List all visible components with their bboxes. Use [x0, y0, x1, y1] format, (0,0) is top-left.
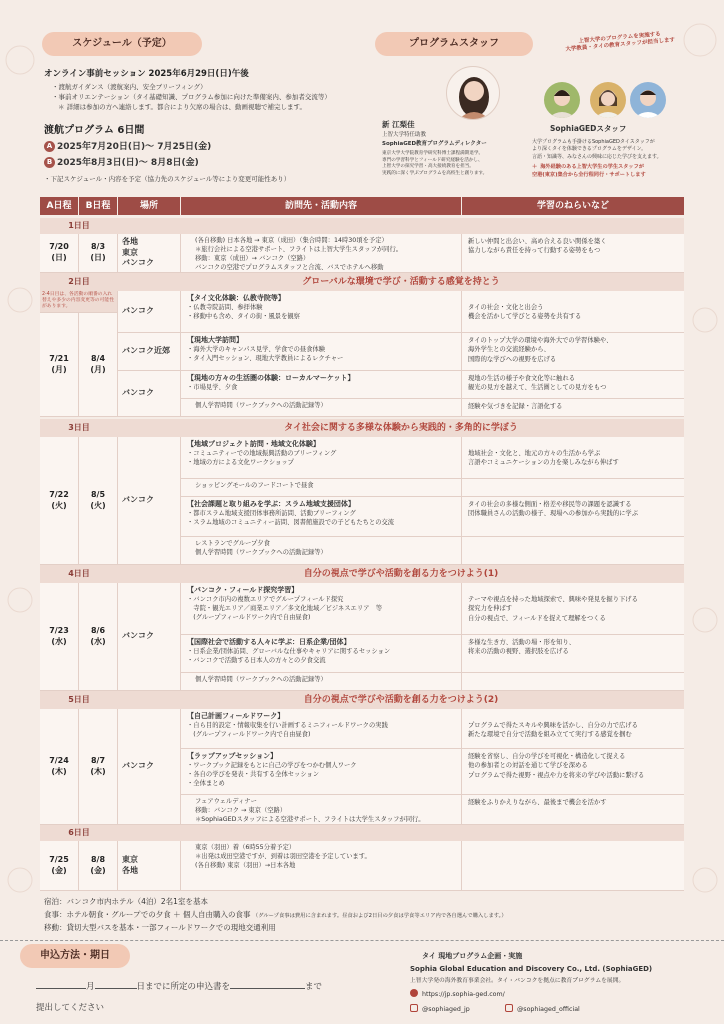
instagram-icon: [505, 1004, 513, 1012]
date-b: 8/4 (月): [79, 313, 118, 417]
day-label: 6日目: [68, 828, 90, 837]
online-item-2: ・事前オリエンテーション（タイ基礎知識、プログラム参加に向けた準備案内、参加者交流等）: [52, 93, 331, 101]
activity-title: 【地域プロジェクト訪問・地域文化体験】: [187, 440, 320, 448]
activity-title: 【タイ文化体験：仏教寺院等】: [187, 294, 285, 302]
activity-cell: [181, 583, 462, 635]
day-band: [40, 691, 684, 709]
instagram-icon: [410, 1004, 418, 1012]
activity-lines: ・ワークブック記録をもとに自己の学びをつかむ個人ワーク ・各自の学びを発表・共有する全体セッション ・全体まとめ: [187, 761, 357, 787]
ged-staff-extra: ＋ 海外経験のある上智大学生の学生スタッフが 空港(東京)集合から全行程同行・サポートします: [532, 164, 646, 178]
table-header: [40, 197, 684, 215]
instagram-link-2[interactable]: @sophiaged_official: [505, 1004, 580, 1015]
transport-info: 移動：貸切大型バスを基本・一部フィールドワークでの現地交通利用: [44, 923, 276, 932]
goal-cell: [462, 673, 684, 691]
day-theme: タイ社会に関する多様な体験から実践的・多角的に学ぼう: [284, 423, 518, 433]
activity-title: 【バンコク・フィールド探究学習】: [187, 586, 299, 594]
globe-icon: [410, 989, 418, 997]
date-a: 7/20 (日): [40, 234, 79, 273]
date-a: 7/22 (火): [40, 437, 79, 565]
goal-cell: プログラムで得たスキルや興味を活かし、自分の力で広げる 新たな環境で自分で活動を組み立てて実行する感覚を掴む: [462, 709, 684, 749]
activity-lines: ・バンコク市内の複数エリアでグループフィールド探究 寺院・観光エリア／商業エリア／多文化地域／ビジネスエリア 等 (グループフィールドワーク内で自由昼食): [187, 595, 383, 621]
instagram-link-1[interactable]: @sophiaged_jp: [410, 1004, 470, 1015]
activity-lines: ・自ら目的設定・情報収集を行い計画するミニフィールドワークの実践 (グループフィールドワーク内で自由昼食): [187, 721, 388, 738]
date-a: 7/21 (月): [40, 313, 79, 417]
online-session-title: オンライン事前セッション 2025年6月29日(日)午後: [44, 69, 249, 79]
apply-heading: 申込方法・期日: [20, 944, 130, 968]
goal-cell: 経験や気づきを記録・言語化する: [462, 399, 684, 417]
activity-cell: [181, 673, 462, 691]
session-b: B 2025年8月3日(日)〜 8月8日(金): [44, 157, 199, 169]
date-b: 8/7 (木): [79, 709, 118, 825]
day-band: [40, 218, 684, 234]
staff-avatar-1: [544, 82, 580, 118]
goal-cell: 経験を省察し、自分の学びを可視化・構造化して捉える 他の参加者との対話を通じて学びを深める プログラムで得た視野・視点や力を将来の学びや活動に繋げる: [462, 749, 684, 795]
place-cell: 東京 各地: [118, 841, 181, 891]
apply-line-2: 提出してください: [36, 1003, 105, 1013]
goal-cell: タイのトップ大学の環境や海外大での学習体験や、 海外学生との交流経験から、 国際的な学びへの視野を広げる: [462, 333, 684, 371]
day-band: [40, 565, 684, 583]
place-cell: バンコク近郊: [118, 333, 181, 371]
day-theme: 自分の視点で学びや活動を創る力をつけよう(2): [303, 695, 499, 705]
director-role1: 上智大学特任助教: [382, 132, 427, 138]
org-label: タイ 現地プログラム企画・実施: [422, 952, 523, 960]
staff-heading: プログラムスタッフ: [375, 32, 533, 56]
goal-cell: [462, 841, 684, 891]
activity-lines: ・コミュニティーでの地域振興活動のブリーフィング ・地域の方による文化ワークショップ: [187, 449, 337, 466]
activity-lines: ・日系企業/団体訪問、グローバルな仕事やキャリアに関するセッション ・バンコクで活動する日本人の方々との夕食交流: [187, 647, 391, 664]
session-a: A 2025年7月20日(日)〜 7月25日(金): [44, 141, 211, 153]
place-cell: バンコク: [118, 709, 181, 825]
activity-cell: [181, 497, 462, 537]
day-label: 1日目: [68, 221, 90, 230]
website-link[interactable]: https://jp.sophia-ged.com/: [410, 989, 505, 1000]
activity-cell: [181, 371, 462, 399]
activity-lines: (各自移動) 日本各地 → 東京（成田）（集合時間：14時30頃を予定） ＊旅行会社による空港サポート、フライトは上智大学生スタッフが同行。 移動：東京（成田）→ バンコク（空路） バンコクの空港でプログラムスタッフと合流、バスでホテルへ移動: [195, 237, 403, 271]
activity-lines: フェアウェルディナー 移動：バンコク → 東京（空路） ＊SophiaGEDスタッフによる空港サポート、フライトは大学生スタッフが同行。: [195, 798, 425, 823]
goal-cell: 新しい仲間と出会い、高め合える良い関係を築く 協力しながら責任を持って行動する姿勢をもつ: [462, 234, 684, 273]
staff-avatar-3: [630, 82, 666, 118]
activity-cell: [181, 709, 462, 749]
date-b: 8/3 (日): [79, 234, 118, 273]
activity-cell: [181, 399, 462, 417]
apply-line-1: 月 日までに所定の申込書を まで: [36, 982, 322, 993]
header-activity: 訪問先・活動内容: [181, 197, 462, 215]
day-note: 2-4日目は、各活動の順番の入れ替えや多少の内容変更等の可能性があります。: [40, 291, 118, 313]
org-desc: 上智大学発の海外教育事業会社。タイ・バンコクを拠点に教育プログラムを展開。: [410, 978, 625, 984]
activity-cell: [181, 749, 462, 795]
online-item-1: ・渡航ガイダンス（渡航案内、安全ブリーフィング）: [52, 83, 207, 91]
activity-lines: ・仏教寺院訪問、参拝体験 ・移動中も含め、タイの街・風景を観察: [187, 303, 300, 320]
activity-cell: [181, 291, 462, 333]
activity-title: 【国際社会で活動する人々に学ぶ：日系企業/団体】: [187, 638, 351, 646]
place-cell: バンコク: [118, 583, 181, 691]
day-label: 2日目: [68, 277, 90, 286]
header-place: 場所: [118, 197, 181, 215]
place-cell: バンコク: [118, 291, 181, 333]
date-a: 7/23 (水): [40, 583, 79, 691]
place-cell: バンコク: [118, 437, 181, 565]
date-a: 7/24 (木): [40, 709, 79, 825]
program-title: 渡航プログラム 6日間: [44, 125, 145, 136]
activity-cell: [181, 234, 462, 273]
date-b: 8/8 (金): [79, 841, 118, 891]
meals-info: 食事：ホテル朝食・グループでの夕食 ＋ 個人自由購入の食事 （グループ食事は費用に含まれます。昼食および2日目の夕食は学食等エリア内で各自選んで購入します。）: [44, 910, 507, 919]
day-band: [40, 825, 684, 841]
director-name: 新 江梨佳: [382, 120, 415, 129]
program-note: ・下記スケジュール・内容を予定（協力先のスケジュール等により変更可能性あり）: [44, 175, 291, 183]
day-band: [40, 419, 684, 437]
date-b: 8/6 (水): [79, 583, 118, 691]
staff-avatar-2: [590, 82, 626, 118]
org-name: Sophia Global Education and Discovery Co., Ltd. (SophiaGED): [410, 965, 653, 973]
day-label: 4日目: [68, 569, 90, 578]
date-b: 8/5 (火): [79, 437, 118, 565]
activity-lines: レストランでグループ夕食 個人学習時間（ワークブックへの活動記録等）: [195, 540, 327, 556]
activity-title: 【ラップアップセッション】: [187, 752, 278, 760]
activity-cell: [181, 479, 462, 497]
day-label: 5日目: [68, 695, 90, 704]
goal-cell: 現地の生活の様子や食文化等に触れる 観光の見方を越えて、生活圏としての見方をもつ: [462, 371, 684, 399]
staff-callout: 上智大学のプログラムを実施する 大学教員・タイの教育スタッフが担当します: [565, 31, 676, 54]
activity-title: 【自己計画フィールドワーク】: [187, 712, 285, 720]
day-theme: グローバルな環境で学び・活動する感覚を持とう: [302, 277, 500, 287]
director-role2: SophiaGED教育プログラムディレクター: [382, 141, 487, 147]
activity-lines: ・都市スラム地域支援団体事務所訪問、活動ブリーフィング ・スラム地域のコミュニティー訪問、図書館施設での子どもたちとの交流: [187, 509, 395, 526]
goal-cell: [462, 479, 684, 497]
goal-cell: タイの社会・文化と出会う 機会を活かして学びとる姿勢を共有する: [462, 291, 684, 333]
date-a: 7/25 (金): [40, 841, 79, 891]
activity-cell: [181, 537, 462, 565]
header-goal: 学習のねらいなど: [536, 201, 609, 211]
schedule-heading: スケジュール（予定）: [42, 32, 202, 56]
activity-cell: [181, 795, 462, 825]
activity-title: 【社会課題と取り組みを学ぶ：スラム地域支援団体】: [187, 500, 355, 508]
activity-lines: 東京（羽田）着（6時55分着予定） ＊出発は成田空港ですが、到着は羽田空港を予定しています。 (各自移動) 東京（羽田）→日本各地: [195, 844, 371, 869]
lodging-info: 宿泊：バンコク市内ホテル（4泊）2名1室を基本: [44, 897, 208, 906]
activity-title: 【現地の方々の生活圏の体験：ローカルマーケット】: [187, 374, 355, 382]
activity-lines: 個人学習時間（ワークブックへの活動記録等）: [195, 402, 327, 409]
activity-cell: [181, 841, 462, 891]
day-theme: 自分の視点で学びや活動を創る力をつけよう(1): [303, 569, 499, 579]
activity-cell: [181, 635, 462, 673]
day-label: 3日目: [68, 423, 90, 432]
activity-cell: [181, 333, 462, 371]
goal-cell: [462, 537, 684, 565]
goal-cell: タイの社会の多様な側面・格差や移民等の課題を認識する 団体職員さんの活動の様子、現場への参加から実践的に学ぶ: [462, 497, 684, 537]
place-cell: バンコク: [118, 371, 181, 417]
director-avatar: [446, 66, 500, 120]
activity-lines: ショッピングモールのフードコートで昼食: [195, 482, 314, 489]
day-band: [40, 273, 684, 291]
activity-title: 【現地大学訪問】: [187, 336, 243, 344]
apply-month-blank[interactable]: [36, 988, 86, 989]
activity-lines: ・海外大学のキャンパス見学、学食での昼食体験 ・タイ入門セッション、現地大学教員によるレクチャー: [187, 345, 344, 362]
header-b-date: B日程: [79, 197, 118, 215]
ged-staff-desc: 大学プログラムも手掛けるSophiaGEDタイスタッフが より深くタイを体験できるプログラムをデザイン。 言語・知識等、みなさんの興味に応じた学びを支えます。: [532, 139, 662, 160]
apply-to-blank[interactable]: [230, 988, 305, 989]
footer-divider: [0, 940, 724, 941]
apply-day-blank[interactable]: [95, 988, 137, 989]
header-a-date: A日程: [40, 197, 79, 215]
goal-cell: テーマや視点を持った地域探索で、興味や発見を掘り下げる 探究力を伸ばす 自分の視点で、フィールドを捉えて理解をつくる: [462, 583, 684, 635]
goal-cell: 経験をふりかえりながら、最後まで機会を活かす: [462, 795, 684, 825]
director-bio: 東京大学大学院教育学研究科博士課程満期退学。 専門の学習科学とフィールド研究経験を活かし、 上智大学の探究学習・高大接続教育を担当。 実践的に深く学ぶプログラムを高校生と創ります。: [382, 151, 488, 176]
goal-cell: 多様な生き方、活動の場・形を知り、 将来の活動の視野、選択肢を広げる: [462, 635, 684, 673]
ged-staff-title: SophiaGEDスタッフ: [550, 124, 627, 133]
activity-lines: 個人学習時間（ワークブックへの活動記録等）: [195, 676, 327, 683]
place-cell: 各地 東京 バンコク: [118, 234, 181, 273]
goal-cell: 地域社会・文化と、地元の方々の生活から学ぶ 言語やコミュニケーションの力を楽しみながら伸ばす: [462, 437, 684, 479]
online-note: ＊ 詳細は参加の方へ連絡します。都合により欠席の場合は、動画視聴で補完します。: [58, 103, 307, 111]
activity-lines: ・市場見学、夕食: [187, 383, 238, 391]
activity-cell: [181, 437, 462, 479]
